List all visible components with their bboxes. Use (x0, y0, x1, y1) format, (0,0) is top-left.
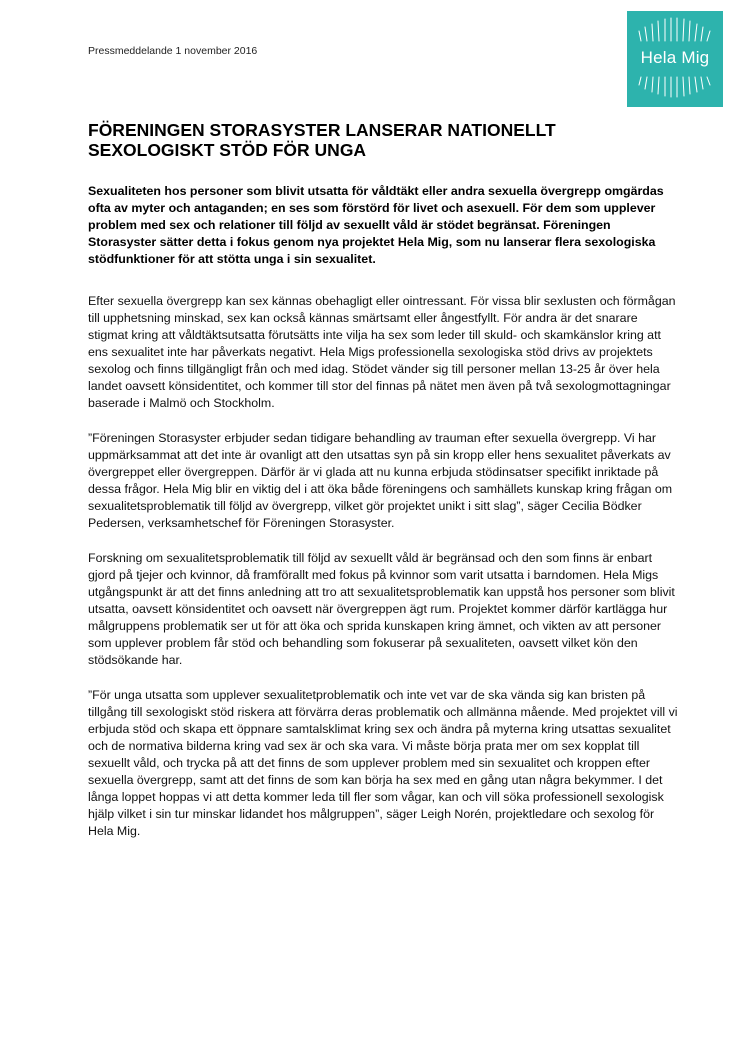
paragraph: ”För unga utsatta som upplever sexualitetproblematik och inte vet var de ska vända sig kan bristen på tillgång till sexologiskt stöd riskera att förvärra deras problematik och allmänna mående. Med projektet vill vi erbjuda stöd och skapa ett öppnare samtalsklimat kring sex och ändra på myterna kring utsattas sexualitet och de normativa bilderna kring vad sex är och ska vara. Vi måste börja prata mer om sex kopplat till sexuellt våld, och trycka på att det finns de som upplever problem med sin sexualitet och kroppen efter sexuella övergrepp, samt att det finns de som kan börja ha sex med en gång utan några bekymmer. I det långa loppet hoppas vi att detta kommer leda till fler som vågar, kan och vill söka professionell sexologisk hjälp vilket i sin tur minskar lidandet hos målgruppen”, säger Leigh Norén, projektledare och sexolog för Hela Mig. (88, 688, 678, 838)
lead-paragraph: Sexualiteten hos personer som blivit utsatta för våldtäkt eller andra sexuella övergrepp omgärdas ofta av myter och antaganden; en ses som förstörd för livet och asexuell. För dem som upplever problem med sex och relationer till följd av sexuellt våld är stödet begränsat. Föreningen Storasyster sätter detta i fokus genom nya projektet Hela Mig, som nu lanserar flera sexologiska stödfunktioner för att stötta unga i sin sexualitet. (88, 184, 664, 266)
headline-line-1: FÖRENINGEN STORASYSTER LANSERAR NATIONELLT (88, 120, 556, 140)
paragraph: ”Föreningen Storasyster erbjuder sedan tidigare behandling av trauman efter sexuella övergrepp. Vi har uppmärksammat att det inte är ovanligt att den utsattas syn på sin kropp eller hens sexualitet påverkats av övergreppet eller övergreppen. Därför är vi glada att nu kunna erbjuda stödinsatser specifikt inriktade på dessa frågor. Hela Mig blir en viktig del i att öka både föreningens och samhällets kunskap kring frågan om sexualitetsproblematik till följd av övergrepp, vilket gör projektet unikt i sitt slag”, säger Cecilia Bödker Pedersen, verksamhetschef för Föreningen Storasyster. (88, 431, 673, 530)
body-text (88, 293, 680, 858)
headline-line-2: SEXOLOGISKT STÖD FÖR UNGA (88, 140, 367, 160)
press-release-date: Pressmeddelande 1 november 2016 (88, 45, 258, 57)
headline (88, 120, 648, 160)
logo-text: Hela Mig (640, 48, 710, 67)
paragraph: Efter sexuella övergrepp kan sex kännas obehagligt eller ointressant. För vissa blir sexlusten och förmågan till upphetsning minskad, sex kan också kännas smärtsamt eller ångestfyllt. För andra är det snarare stigmat kring att våldtäktsutsatta förutsätts inte vilja ha sex som leder till skuld- och skamkänslor kring att ens sexualitet inte har påverkats negativt. Hela Migs professionella sexologiska stöd drivs av projektets sexolog och finns tillgängligt från och med idag. Stödet vänder sig till personer mellan 13-25 år över hela landet oavsett könsidentitet, och kommer till stor del finnas på nätet men även på två sexologmottagningar baserade i Malmö och Stockholm. (88, 294, 676, 410)
paragraph: Forskning om sexualitetsproblematik till följd av sexuellt våld är begränsad och den som finns är enbart gjord på tjejer och kvinnor, då framförallt med fokus på kvinnor som varit utsatta i barndomen. Hela Migs utgångspunkt är att det finns anledning att tro att sexualitetsproblematik kan uppstå hos personer som blivit utsatta, oavsett könsidentitet och oavsett när övergreppen ägt rum. Projektet kommer därför kartlägga hur målgruppens problematik ser ut för att öka och sprida kunskapen kring ämnet, och vikten av att personer som upplever problem får stöd och behandling som fokuserar på sexualiteten, oavsett vilket kön den stödsökande har. (88, 551, 675, 667)
hela-mig-logo (627, 11, 723, 107)
